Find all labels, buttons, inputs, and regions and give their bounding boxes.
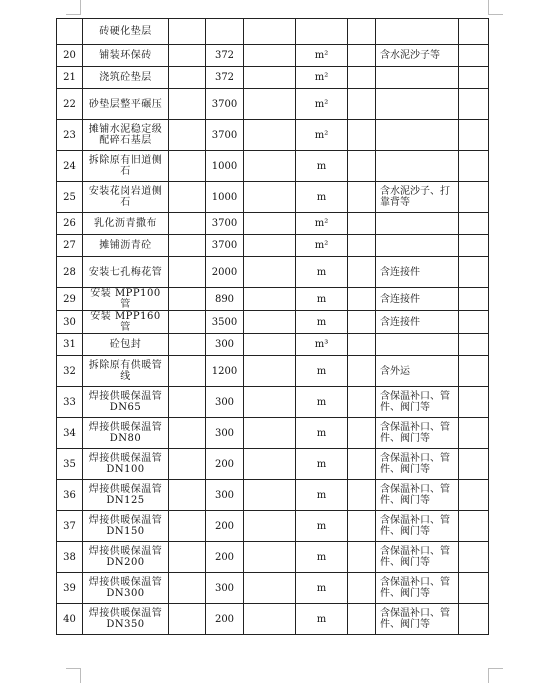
remark bbox=[376, 151, 459, 182]
remark bbox=[376, 213, 459, 235]
blank-cell bbox=[169, 213, 206, 235]
blank-cell bbox=[244, 356, 296, 387]
unit: m bbox=[296, 604, 348, 635]
quantity: 300 bbox=[206, 334, 244, 356]
quantity: 3700 bbox=[206, 120, 244, 151]
table-row bbox=[57, 604, 489, 635]
item-name: 砖硬化垫层 bbox=[83, 19, 169, 45]
blank-cell bbox=[459, 511, 489, 542]
blank-cell bbox=[169, 288, 206, 311]
remark: 含连接件 bbox=[376, 257, 459, 288]
row-number: 30 bbox=[57, 311, 83, 334]
blank-cell bbox=[459, 151, 489, 182]
blank-cell bbox=[348, 604, 376, 635]
quantity: 200 bbox=[206, 511, 244, 542]
blank-cell bbox=[348, 182, 376, 213]
unit: m bbox=[296, 387, 348, 418]
blank-cell bbox=[348, 356, 376, 387]
remark: 含保温补口、管件、阀门等 bbox=[376, 449, 459, 480]
blank-cell bbox=[169, 120, 206, 151]
quantity: 300 bbox=[206, 387, 244, 418]
table-row bbox=[57, 213, 489, 235]
blank-cell bbox=[459, 288, 489, 311]
blank-cell bbox=[244, 89, 296, 120]
item-name: 焊接供暖保温管 DN80 bbox=[83, 418, 169, 449]
blank-cell bbox=[244, 604, 296, 635]
blank-cell bbox=[169, 67, 206, 89]
item-name: 焊接供暖保温管 DN125 bbox=[83, 480, 169, 511]
blank-cell bbox=[459, 334, 489, 356]
unit: m² bbox=[296, 213, 348, 235]
blank-cell bbox=[169, 182, 206, 213]
blank-cell bbox=[244, 511, 296, 542]
remark bbox=[376, 334, 459, 356]
blank-cell bbox=[169, 480, 206, 511]
unit: m bbox=[296, 418, 348, 449]
item-name: 焊接供暖保温管 DN100 bbox=[83, 449, 169, 480]
blank-cell bbox=[244, 257, 296, 288]
blank-cell bbox=[169, 449, 206, 480]
row-number: 38 bbox=[57, 542, 83, 573]
row-number: 35 bbox=[57, 449, 83, 480]
table-row bbox=[57, 45, 489, 67]
blank-cell bbox=[169, 334, 206, 356]
blank-cell bbox=[348, 573, 376, 604]
remark: 含水泥沙子、打靠背等 bbox=[376, 182, 459, 213]
blank-cell bbox=[348, 480, 376, 511]
remark: 含连接件 bbox=[376, 288, 459, 311]
remark: 含保温补口、管件、阀门等 bbox=[376, 418, 459, 449]
table-row bbox=[57, 182, 489, 213]
unit: m bbox=[296, 288, 348, 311]
quantity: 200 bbox=[206, 449, 244, 480]
item-name: 焊接供暖保温管 DN200 bbox=[83, 542, 169, 573]
row-number: 39 bbox=[57, 573, 83, 604]
blank-cell bbox=[348, 19, 376, 45]
blank-cell bbox=[244, 334, 296, 356]
blank-cell bbox=[348, 120, 376, 151]
blank-cell bbox=[348, 257, 376, 288]
table-row bbox=[57, 257, 489, 288]
blank-cell bbox=[244, 45, 296, 67]
table-row bbox=[57, 235, 489, 257]
row-number: 33 bbox=[57, 387, 83, 418]
blank-cell bbox=[169, 387, 206, 418]
row-number: 28 bbox=[57, 257, 83, 288]
quantity-table bbox=[56, 18, 489, 635]
blank-cell bbox=[459, 67, 489, 89]
table-row bbox=[57, 120, 489, 151]
blank-cell bbox=[244, 151, 296, 182]
table-row bbox=[57, 89, 489, 120]
unit: m bbox=[296, 480, 348, 511]
row-number: 21 bbox=[57, 67, 83, 89]
table-row bbox=[57, 449, 489, 480]
quantity: 3700 bbox=[206, 235, 244, 257]
row-number bbox=[57, 19, 83, 45]
item-name: 浇筑砼垫层 bbox=[83, 67, 169, 89]
remark: 含保温补口、管件、阀门等 bbox=[376, 511, 459, 542]
blank-cell bbox=[244, 387, 296, 418]
blank-cell bbox=[348, 418, 376, 449]
blank-cell bbox=[348, 45, 376, 67]
table-row bbox=[57, 151, 489, 182]
item-name: 安装花岗岩道侧石 bbox=[83, 182, 169, 213]
row-number: 26 bbox=[57, 213, 83, 235]
crop-mark-bottom-left bbox=[66, 668, 81, 683]
blank-cell bbox=[244, 573, 296, 604]
unit: m² bbox=[296, 89, 348, 120]
table-row bbox=[57, 19, 489, 45]
row-number: 34 bbox=[57, 418, 83, 449]
table-row bbox=[57, 311, 489, 334]
unit: m² bbox=[296, 67, 348, 89]
unit: m bbox=[296, 311, 348, 334]
unit: m bbox=[296, 356, 348, 387]
unit: m bbox=[296, 449, 348, 480]
remark bbox=[376, 67, 459, 89]
item-name: 拆除原有供暖管线 bbox=[83, 356, 169, 387]
remark: 含保温补口、管件、阀门等 bbox=[376, 480, 459, 511]
quantity: 3500 bbox=[206, 311, 244, 334]
remark: 含保温补口、管件、阀门等 bbox=[376, 573, 459, 604]
blank-cell bbox=[169, 418, 206, 449]
blank-cell bbox=[459, 89, 489, 120]
blank-cell bbox=[348, 288, 376, 311]
quantity: 372 bbox=[206, 45, 244, 67]
table-row bbox=[57, 387, 489, 418]
row-number: 24 bbox=[57, 151, 83, 182]
item-name: 拆除原有旧道侧石 bbox=[83, 151, 169, 182]
blank-cell bbox=[459, 213, 489, 235]
blank-cell bbox=[169, 573, 206, 604]
unit: m² bbox=[296, 235, 348, 257]
blank-cell bbox=[169, 19, 206, 45]
item-name: 砂垫层整平碾压 bbox=[83, 89, 169, 120]
row-number: 40 bbox=[57, 604, 83, 635]
blank-cell bbox=[244, 418, 296, 449]
blank-cell bbox=[459, 387, 489, 418]
crop-mark-top-left bbox=[66, 0, 81, 15]
quantity: 1000 bbox=[206, 151, 244, 182]
row-number: 29 bbox=[57, 288, 83, 311]
blank-cell bbox=[244, 67, 296, 89]
blank-cell bbox=[348, 151, 376, 182]
quantity: 300 bbox=[206, 480, 244, 511]
blank-cell bbox=[169, 356, 206, 387]
blank-cell bbox=[459, 542, 489, 573]
row-number: 36 bbox=[57, 480, 83, 511]
blank-cell bbox=[459, 182, 489, 213]
blank-cell bbox=[244, 288, 296, 311]
blank-cell bbox=[169, 151, 206, 182]
blank-cell bbox=[244, 120, 296, 151]
row-number: 31 bbox=[57, 334, 83, 356]
blank-cell bbox=[348, 387, 376, 418]
unit: m bbox=[296, 151, 348, 182]
quantity: 300 bbox=[206, 573, 244, 604]
quantity: 1200 bbox=[206, 356, 244, 387]
blank-cell bbox=[459, 418, 489, 449]
quantity: 2000 bbox=[206, 257, 244, 288]
unit: m² bbox=[296, 45, 348, 67]
blank-cell bbox=[244, 480, 296, 511]
item-name: 铺装环保砖 bbox=[83, 45, 169, 67]
quantity: 200 bbox=[206, 542, 244, 573]
remark: 含水泥沙子等 bbox=[376, 45, 459, 67]
table-row bbox=[57, 67, 489, 89]
item-name: 砼包封 bbox=[83, 334, 169, 356]
item-name: 焊接供暖保温管 DN300 bbox=[83, 573, 169, 604]
unit: m³ bbox=[296, 334, 348, 356]
remark: 含外运 bbox=[376, 356, 459, 387]
blank-cell bbox=[459, 235, 489, 257]
item-name: 安装 MPP160 管 bbox=[83, 311, 169, 334]
remark: 含保温补口、管件、阀门等 bbox=[376, 542, 459, 573]
table-row bbox=[57, 480, 489, 511]
remark bbox=[376, 89, 459, 120]
blank-cell bbox=[169, 542, 206, 573]
quantity: 3700 bbox=[206, 213, 244, 235]
blank-cell bbox=[169, 604, 206, 635]
blank-cell bbox=[244, 182, 296, 213]
blank-cell bbox=[169, 45, 206, 67]
table-row bbox=[57, 511, 489, 542]
table-row bbox=[57, 418, 489, 449]
row-number: 27 bbox=[57, 235, 83, 257]
blank-cell bbox=[169, 235, 206, 257]
blank-cell bbox=[459, 573, 489, 604]
remark: 含保温补口、管件、阀门等 bbox=[376, 387, 459, 418]
item-name: 摊铺沥青砼 bbox=[83, 235, 169, 257]
row-number: 20 bbox=[57, 45, 83, 67]
blank-cell bbox=[244, 235, 296, 257]
table-row bbox=[57, 573, 489, 604]
blank-cell bbox=[169, 511, 206, 542]
blank-cell bbox=[459, 19, 489, 45]
unit: m bbox=[296, 573, 348, 604]
table-row bbox=[57, 334, 489, 356]
item-name: 安装 MPP100 管 bbox=[83, 288, 169, 311]
unit: m² bbox=[296, 120, 348, 151]
quantity: 890 bbox=[206, 288, 244, 311]
unit: m bbox=[296, 542, 348, 573]
quantity bbox=[206, 19, 244, 45]
row-number: 32 bbox=[57, 356, 83, 387]
blank-cell bbox=[348, 511, 376, 542]
row-number: 23 bbox=[57, 120, 83, 151]
blank-cell bbox=[459, 311, 489, 334]
row-number: 25 bbox=[57, 182, 83, 213]
blank-cell bbox=[244, 19, 296, 45]
item-name: 摊铺水泥稳定级配碎石基层 bbox=[83, 120, 169, 151]
blank-cell bbox=[244, 449, 296, 480]
blank-cell bbox=[459, 480, 489, 511]
blank-cell bbox=[459, 120, 489, 151]
row-number: 37 bbox=[57, 511, 83, 542]
item-name: 焊接供暖保温管 DN350 bbox=[83, 604, 169, 635]
blank-cell bbox=[169, 311, 206, 334]
quantity: 300 bbox=[206, 418, 244, 449]
quantity: 200 bbox=[206, 604, 244, 635]
item-name: 安装七孔梅花管 bbox=[83, 257, 169, 288]
blank-cell bbox=[169, 89, 206, 120]
unit: m bbox=[296, 182, 348, 213]
unit: m bbox=[296, 511, 348, 542]
remark: 含连接件 bbox=[376, 311, 459, 334]
blank-cell bbox=[348, 311, 376, 334]
blank-cell bbox=[244, 542, 296, 573]
remark bbox=[376, 235, 459, 257]
blank-cell bbox=[459, 257, 489, 288]
quantity: 372 bbox=[206, 67, 244, 89]
remark bbox=[376, 120, 459, 151]
blank-cell bbox=[348, 542, 376, 573]
blank-cell bbox=[348, 89, 376, 120]
unit: m bbox=[296, 257, 348, 288]
blank-cell bbox=[459, 604, 489, 635]
blank-cell bbox=[348, 67, 376, 89]
blank-cell bbox=[348, 235, 376, 257]
unit bbox=[296, 19, 348, 45]
blank-cell bbox=[459, 356, 489, 387]
blank-cell bbox=[348, 449, 376, 480]
blank-cell bbox=[244, 311, 296, 334]
item-name: 焊接供暖保温管 DN65 bbox=[83, 387, 169, 418]
crop-mark-bottom-right bbox=[488, 668, 503, 683]
quantity: 3700 bbox=[206, 89, 244, 120]
table-row bbox=[57, 542, 489, 573]
blank-cell bbox=[348, 213, 376, 235]
table-row bbox=[57, 288, 489, 311]
crop-mark-top-right bbox=[488, 0, 503, 15]
blank-cell bbox=[169, 257, 206, 288]
remark bbox=[376, 19, 459, 45]
blank-cell bbox=[459, 449, 489, 480]
item-name: 乳化沥青撒布 bbox=[83, 213, 169, 235]
table-row bbox=[57, 356, 489, 387]
quantity: 1000 bbox=[206, 182, 244, 213]
blank-cell bbox=[244, 213, 296, 235]
blank-cell bbox=[459, 45, 489, 67]
row-number: 22 bbox=[57, 89, 83, 120]
remark: 含保温补口、管件、阀门等 bbox=[376, 604, 459, 635]
blank-cell bbox=[348, 334, 376, 356]
item-name: 焊接供暖保温管 DN150 bbox=[83, 511, 169, 542]
